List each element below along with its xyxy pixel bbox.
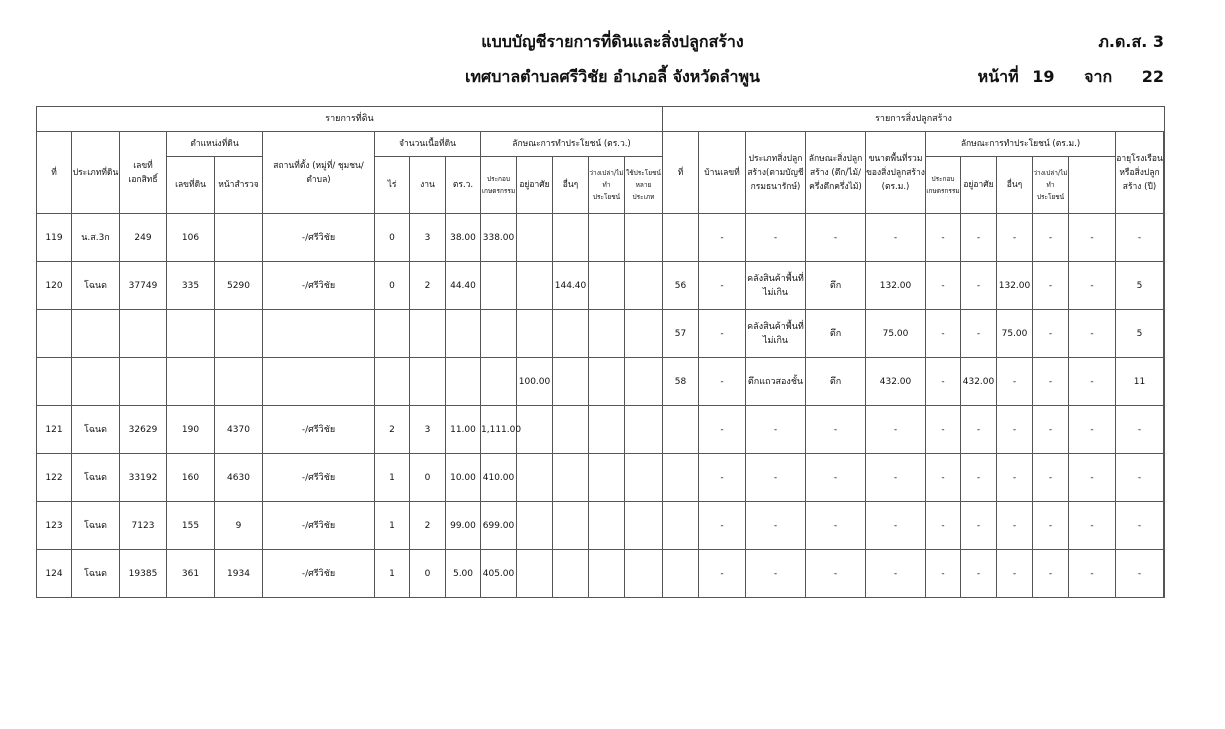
table-cell: 106	[167, 214, 215, 262]
table-cell: -	[866, 406, 926, 454]
table-cell	[663, 454, 699, 502]
table-cell: -	[1116, 454, 1164, 502]
table-cell: -	[1069, 502, 1116, 550]
col-land-no: เลขที่ดิน	[167, 157, 215, 214]
table-cell	[625, 358, 663, 406]
table-cell	[625, 262, 663, 310]
table-cell	[37, 310, 72, 358]
table-cell: 38.00	[446, 214, 481, 262]
document-subtitle: เทศบาลตำบลศรีวิชัย อำเภอลี้ จังหวัดลำพูน	[465, 67, 760, 86]
table-cell: 5	[1116, 262, 1164, 310]
table-cell	[517, 550, 553, 598]
table-cell	[625, 310, 663, 358]
table-cell: -	[961, 262, 997, 310]
table-cell: 3	[410, 406, 446, 454]
table-cell	[263, 310, 375, 358]
table-cell: คลังสินค้าพื้นที่ไม่เกิน	[746, 262, 806, 310]
col-land-type: ประเภทที่ดิน	[72, 132, 120, 214]
table-cell	[1164, 310, 1165, 358]
table-cell: 132.00	[866, 262, 926, 310]
table-cell: -	[926, 550, 961, 598]
table-cell: 0	[410, 454, 446, 502]
table-cell: -	[926, 406, 961, 454]
table-cell	[625, 406, 663, 454]
table-cell: 432.00	[866, 358, 926, 406]
col-building-nature: ลักษณะสิ่งปลูกสร้าง (ตึก/ไม้/ครึ่งตึกครึ่งไม้)	[806, 132, 866, 214]
table-cell: 335	[167, 262, 215, 310]
table-cell	[553, 502, 589, 550]
table-cell: น.ส.3ก	[72, 214, 120, 262]
table-cell: 190	[167, 406, 215, 454]
table-cell: -	[997, 454, 1033, 502]
table-cell: -	[746, 550, 806, 598]
table-cell: -	[699, 550, 746, 598]
table-cell: 3	[410, 214, 446, 262]
table-cell: -	[926, 214, 961, 262]
table-cell	[215, 310, 263, 358]
table-cell: โฉนด	[72, 550, 120, 598]
table-cell: 0	[410, 550, 446, 598]
table-cell	[215, 214, 263, 262]
table-cell	[215, 358, 263, 406]
col-bld-residential: อยู่อาศัย	[961, 157, 997, 214]
table-cell: -	[997, 406, 1033, 454]
table-cell: 160	[167, 454, 215, 502]
table-cell: -	[699, 310, 746, 358]
table-cell: 44.40	[446, 262, 481, 310]
col-no: ที่	[37, 132, 72, 214]
table-cell	[663, 406, 699, 454]
table-row	[37, 358, 1165, 406]
table-cell: -	[1069, 550, 1116, 598]
table-cell	[589, 214, 625, 262]
table-cell: คลังสินค้าพื้นที่ไม่เกิน	[746, 310, 806, 358]
table-row	[37, 550, 1165, 598]
table-cell: -	[806, 454, 866, 502]
table-cell	[446, 358, 481, 406]
table-cell	[1164, 454, 1165, 502]
table-cell: -	[1033, 454, 1069, 502]
table-cell: -	[866, 502, 926, 550]
table-cell: 5290	[215, 262, 263, 310]
page-indicator	[978, 65, 1164, 90]
table-cell: 2	[375, 406, 410, 454]
table-cell: -	[961, 310, 997, 358]
table-cell: 132.00	[997, 262, 1033, 310]
table-cell: -	[1116, 502, 1164, 550]
col-land-agri: ประกอบเกษตรกรรม	[481, 157, 517, 214]
table-cell: 57	[663, 310, 699, 358]
table-cell	[589, 310, 625, 358]
table-cell: โฉนด	[72, 502, 120, 550]
page-number: 19	[1032, 67, 1055, 86]
table-cell: 37749	[120, 262, 167, 310]
table-cell: -	[699, 406, 746, 454]
table-cell: 10.00	[446, 454, 481, 502]
table-cell: 1	[375, 502, 410, 550]
col-doc-no: เลขที่เอกสิทธิ์	[120, 132, 167, 214]
table-cell: 405.00	[481, 550, 517, 598]
table-cell	[375, 310, 410, 358]
table-cell: -	[746, 406, 806, 454]
table-header	[37, 107, 1165, 214]
table-cell: 123	[37, 502, 72, 550]
col-building-type: ประเภทสิ่งปลูกสร้าง(ตามบัญชีกรมธนารักษ์)	[746, 132, 806, 214]
table-cell: 338.00	[481, 214, 517, 262]
table-row	[37, 406, 1165, 454]
table-cell: -/ศรีวิชัย	[263, 406, 375, 454]
table-cell: -	[699, 358, 746, 406]
col-location: สถานที่ตั้ง (หมู่ที่/ ชุมชน/ ตำบล)	[263, 132, 375, 214]
table-cell: -	[1033, 310, 1069, 358]
table-cell: 11.00	[446, 406, 481, 454]
table-cell: -	[699, 214, 746, 262]
col-land-multi: ใช้ประโยชน์หลายประเภท	[625, 157, 663, 214]
table-cell	[625, 550, 663, 598]
col-building-use: ลักษณะการทำประโยชน์ (ตร.ม.)	[926, 132, 1116, 157]
table-cell	[517, 454, 553, 502]
table-cell	[120, 358, 167, 406]
table-cell	[553, 406, 589, 454]
table-cell: -	[866, 214, 926, 262]
table-cell	[663, 550, 699, 598]
table-cell: 2	[410, 262, 446, 310]
table-cell: -	[866, 550, 926, 598]
table-cell: 1	[375, 550, 410, 598]
table-cell: 99.00	[446, 502, 481, 550]
table-cell: -	[961, 502, 997, 550]
table-cell: -	[806, 502, 866, 550]
table-cell	[517, 502, 553, 550]
table-cell	[1164, 214, 1165, 262]
col-survey-page: หน้าสำรวจ	[215, 157, 263, 214]
table-cell	[72, 310, 120, 358]
col-bld-vacant: ว่างเปล่า/ไม่ทำประโยชน์	[1033, 157, 1069, 214]
table-cell: ตึก	[806, 310, 866, 358]
col-land-vacant: ว่างเปล่า/ไม่ทำประโยชน์	[589, 157, 625, 214]
table-cell: 19385	[120, 550, 167, 598]
table-cell	[517, 214, 553, 262]
table-cell	[375, 358, 410, 406]
table-cell	[410, 358, 446, 406]
table-cell: ตึก	[806, 262, 866, 310]
table-cell	[625, 502, 663, 550]
table-cell: -	[997, 550, 1033, 598]
table-cell: 11	[1116, 358, 1164, 406]
table-cell: 122	[37, 454, 72, 502]
table-cell: 0	[375, 262, 410, 310]
table-cell	[410, 310, 446, 358]
document-title: แบบบัญชีรายการที่ดินและสิ่งปลูกสร้าง	[481, 32, 744, 51]
table-cell: -	[1069, 214, 1116, 262]
table-cell: -	[806, 406, 866, 454]
table-cell: -	[1069, 262, 1116, 310]
table-cell: 4370	[215, 406, 263, 454]
table-cell	[446, 310, 481, 358]
table-cell: 75.00	[997, 310, 1033, 358]
col-building-age: อายุโรงเรือนหรือสิ่งปลูกสร้าง (ปี)	[1116, 132, 1164, 214]
table-row	[37, 262, 1165, 310]
table-cell: -	[1069, 358, 1116, 406]
table-cell: -	[806, 214, 866, 262]
table-cell: โฉนด	[72, 406, 120, 454]
table-cell	[481, 358, 517, 406]
table-cell: -	[926, 358, 961, 406]
table-cell: ตึก	[806, 358, 866, 406]
table-cell: -	[1116, 214, 1164, 262]
table-cell: 56	[663, 262, 699, 310]
table-cell	[663, 502, 699, 550]
table-cell: -	[1116, 550, 1164, 598]
table-cell: -	[926, 262, 961, 310]
table-cell: -	[1033, 262, 1069, 310]
table-cell: -	[746, 502, 806, 550]
col-land-use: ลักษณะการทำประโยชน์ (ตร.ว.)	[481, 132, 663, 157]
table-cell: 155	[167, 502, 215, 550]
form-code: ภ.ด.ส. 3	[1098, 32, 1164, 51]
table-cell: 5.00	[446, 550, 481, 598]
table-cell: -	[926, 502, 961, 550]
table-cell: -	[699, 502, 746, 550]
table-cell	[625, 454, 663, 502]
table-cell: -	[699, 454, 746, 502]
table-cell	[625, 214, 663, 262]
table-cell: -/ศรีวิชัย	[263, 454, 375, 502]
of-label: จาก	[1084, 67, 1113, 86]
table-cell	[517, 310, 553, 358]
table-cell: -	[961, 550, 997, 598]
table-cell	[553, 358, 589, 406]
table-cell: -	[806, 550, 866, 598]
property-register-table	[36, 106, 1165, 598]
table-cell: 1,111.00	[481, 406, 517, 454]
col-land-residential: อยู่อาศัย	[517, 157, 553, 214]
table-cell: โฉนด	[72, 262, 120, 310]
table-cell: -	[1033, 358, 1069, 406]
col-land-other: อื่นๆ	[553, 157, 589, 214]
page-label: หน้าที่	[977, 67, 1019, 86]
table-cell: -	[1033, 214, 1069, 262]
table-cell: 120	[37, 262, 72, 310]
table-cell: -/ศรีวิชัย	[263, 502, 375, 550]
col-house-no: บ้านเลขที่	[699, 132, 746, 214]
table-cell	[589, 358, 625, 406]
table-cell: 249	[120, 214, 167, 262]
col-ngan: งาน	[410, 157, 446, 214]
table-cell	[589, 454, 625, 502]
table-cell	[553, 550, 589, 598]
table-cell: -	[699, 262, 746, 310]
table-cell: -	[866, 454, 926, 502]
table-cell: -/ศรีวิชัย	[263, 550, 375, 598]
table-cell	[72, 358, 120, 406]
table-cell	[37, 358, 72, 406]
table-cell: ตึกแถวสองชั้น	[746, 358, 806, 406]
land-section-header: รายการที่ดิน	[37, 107, 663, 132]
table-cell: โฉนด	[72, 454, 120, 502]
col-land-position: ตำแหน่งที่ดิน	[167, 132, 263, 157]
table-cell: 75.00	[866, 310, 926, 358]
table-cell: 121	[37, 406, 72, 454]
table-cell: -/ศรีวิชัย	[263, 214, 375, 262]
col-bld-agri: ประกอบเกษตรกรรม	[926, 157, 961, 214]
table-cell: 144.40	[553, 262, 589, 310]
table-cell: -	[961, 406, 997, 454]
table-cell	[553, 454, 589, 502]
table-cell: 1934	[215, 550, 263, 598]
table-cell	[663, 214, 699, 262]
table-cell: 58	[663, 358, 699, 406]
table-cell	[553, 214, 589, 262]
table-cell	[589, 550, 625, 598]
table-cell: 699.00	[481, 502, 517, 550]
table-cell: -	[926, 310, 961, 358]
table-cell: -	[961, 214, 997, 262]
table-cell: 100.00	[517, 358, 553, 406]
table-cell	[1164, 262, 1165, 310]
table-cell: -	[1069, 406, 1116, 454]
table-row	[37, 454, 1165, 502]
table-cell: -/ศรีวิชัย	[263, 262, 375, 310]
table-cell: -	[746, 454, 806, 502]
table-cell: 33192	[120, 454, 167, 502]
table-cell: -	[746, 214, 806, 262]
table-cell: 410.00	[481, 454, 517, 502]
table-cell	[517, 406, 553, 454]
table-cell: 4630	[215, 454, 263, 502]
table-cell: 361	[167, 550, 215, 598]
table-cell: -	[926, 454, 961, 502]
table-cell	[481, 310, 517, 358]
table-cell	[553, 310, 589, 358]
table-cell: 5	[1116, 310, 1164, 358]
building-section-header: รายการสิ่งปลูกสร้าง	[663, 107, 1165, 132]
col-square-wa: ตร.ว.	[446, 157, 481, 214]
table-cell: -	[1069, 310, 1116, 358]
col-building-no: ที่	[663, 132, 699, 214]
table-cell	[120, 310, 167, 358]
table-cell: -	[1033, 406, 1069, 454]
col-land-area: จำนวนเนื้อที่ดิน	[375, 132, 481, 157]
table-cell	[517, 262, 553, 310]
table-cell: 1	[375, 454, 410, 502]
table-cell: 9	[215, 502, 263, 550]
table-cell: -	[961, 454, 997, 502]
table-row	[37, 502, 1165, 550]
page-total: 22	[1141, 67, 1164, 86]
table-row	[37, 310, 1165, 358]
col-bld-other: อื่นๆ	[997, 157, 1033, 214]
table-cell	[167, 358, 215, 406]
table-cell	[167, 310, 215, 358]
table-cell	[1164, 358, 1165, 406]
table-cell	[1164, 550, 1165, 598]
table-cell	[1164, 502, 1165, 550]
table-row	[37, 214, 1165, 262]
table-cell: -	[1116, 406, 1164, 454]
table-cell	[481, 262, 517, 310]
table-cell: -	[997, 358, 1033, 406]
table-cell: -	[1033, 502, 1069, 550]
col-rai: ไร่	[375, 157, 410, 214]
table-cell	[589, 262, 625, 310]
table-cell: 0	[375, 214, 410, 262]
col-remark	[1164, 132, 1165, 214]
table-cell: 32629	[120, 406, 167, 454]
table-cell: -	[997, 502, 1033, 550]
table-cell: 2	[410, 502, 446, 550]
table-cell: -	[1069, 454, 1116, 502]
table-cell	[263, 358, 375, 406]
col-building-area: ขนาดพื้นที่รวมของสิ่งปลูกสร้าง (ตร.ม.)	[866, 132, 926, 214]
table-cell: 124	[37, 550, 72, 598]
table-cell: -	[1033, 550, 1069, 598]
table-cell: 119	[37, 214, 72, 262]
table-body	[37, 214, 1165, 598]
table-cell: 7123	[120, 502, 167, 550]
table-cell: 432.00	[961, 358, 997, 406]
table-cell	[1164, 406, 1165, 454]
table-cell	[589, 502, 625, 550]
table-cell: -	[997, 214, 1033, 262]
table-cell	[589, 406, 625, 454]
